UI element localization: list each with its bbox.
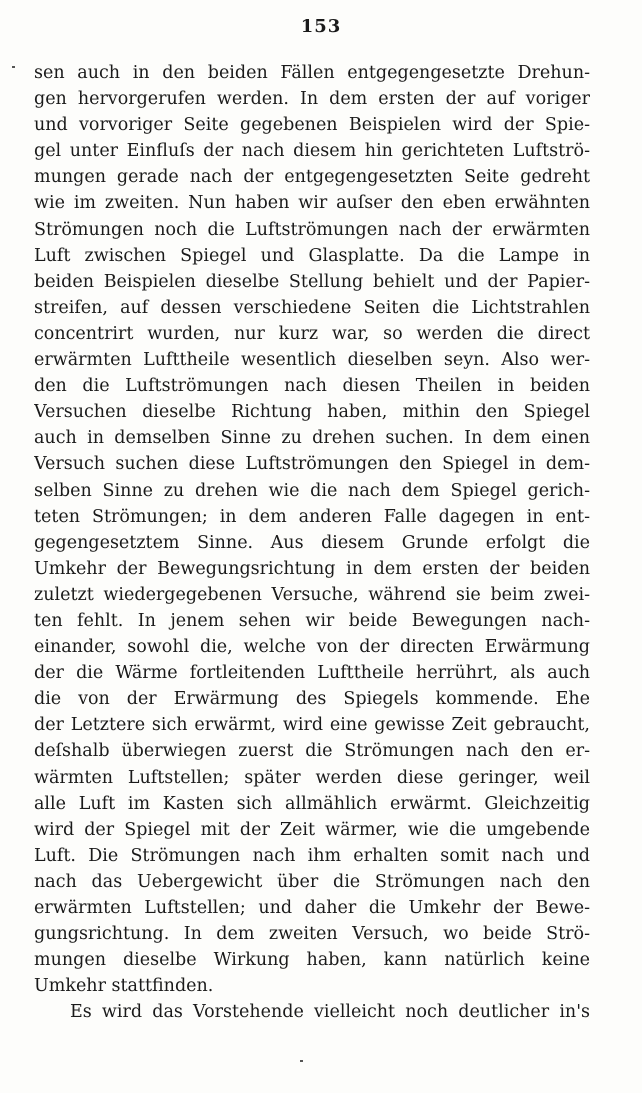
text-line: streifen, auf dessen verschiedene Seiten die Lichtstrahlen (34, 297, 590, 318)
text-line: nach das Uebergewicht über die Strömungen nach den (34, 871, 590, 892)
text-line: auch in demselben Sinne zu drehen suchen. In dem einen (34, 428, 590, 449)
text-line: den die Luftströmungen nach diesen Theilen in beiden (34, 376, 590, 397)
text-line: zuletzt wiedergegebenen Versuche, während sie beim zwei- (34, 584, 590, 605)
text-line: wärmten Luftstellen; später werden diese geringer, weil (34, 767, 590, 788)
text-line: der Letztere sich erwärmt, wird eine gewisse Zeit gebraucht, (34, 715, 590, 736)
text-line: deſshalb überwiegen zuerst die Strömungen nach den er- (34, 741, 590, 762)
text-line: mungen gerade nach der entgegengesetzten Seite gedreht (34, 167, 590, 188)
text-line: einander, sowohl die, welche von der directen Erwärmung (34, 637, 590, 658)
text-line: Luft zwischen Spiegel und Glasplatte. Da die Lampe in (34, 245, 590, 266)
text-line: teten Strömungen; in dem anderen Falle dagegen in ent- (34, 506, 590, 527)
paragraph-end-line: Umkehr stattfinden. (34, 976, 214, 997)
text-line: gen hervorgerufen werden. In dem ersten der auf voriger (34, 89, 590, 110)
paper-speck (300, 1060, 303, 1062)
text-line: der die Wärme fortleitenden Lufttheile herrührt, als auch (34, 663, 590, 684)
text-line: selben Sinne zu drehen wie die nach dem Spiegel gerich- (34, 480, 590, 501)
text-line: gel unter Einfluſs der nach diesem hin gerichteten Luftströ- (34, 141, 590, 162)
text-line: erwärmten Luftstellen; und daher die Umkehr der Bewe- (34, 898, 590, 918)
text-line: alle Luft im Kasten sich allmählich erwärmt. Gleichzeitig (34, 793, 590, 814)
body-text (34, 60, 590, 1025)
text-line: gegengesetztem Sinne. Aus diesem Grunde erfolgt die (34, 532, 590, 553)
text-line: sen auch in den beiden Fällen entgegengesetzte Drehun- (34, 63, 590, 83)
text-line: erwärmten Lufttheile wesentlich dieselben seyn. Also wer- (34, 350, 590, 371)
text-line: mungen dieselbe Wirkung haben, kann natürlich keine (34, 950, 590, 971)
text-line: gungsrichtung. In dem zweiten Versuch, wo beide Strö- (34, 924, 590, 945)
text-line: und vorvoriger Seite gegebenen Beispielen wird der Spie- (34, 115, 590, 136)
text-line: ten fehlt. In jenem sehen wir beide Bewegungen nach- (34, 610, 590, 631)
text-line: die von der Erwärmung des Spiegels kommende. Ehe (34, 689, 590, 710)
text-line: Strömungen noch die Luftströmungen nach der erwärmten (34, 219, 590, 240)
text-line: Versuchen dieselbe Richtung haben, mithin den Spiegel (34, 402, 590, 423)
text-line: concentrirt wurden, nur kurz war, so werden die direct (34, 323, 590, 344)
text-line: wie im zweiten. Nun haben wir auſser den eben erwähnten (34, 193, 590, 214)
text-line: Versuch suchen diese Luftströmungen den Spiegel in dem- (34, 454, 590, 475)
text-line: beiden Beispielen dieselbe Stellung behielt und der Papier- (34, 271, 590, 292)
text-line: Luft. Die Strömungen nach ihm erhalten somit nach und (34, 845, 590, 866)
paragraph-start-line: Es wird das Vorstehende vielleicht noch deutlicher in's (70, 1002, 590, 1023)
text-line: Umkehr der Bewegungsrichtung in dem ersten der beiden (34, 558, 590, 579)
paper-speck (12, 66, 15, 68)
page-number: 153 (300, 16, 342, 37)
text-line: wird der Spiegel mit der Zeit wärmer, wie die umgebende (34, 819, 590, 840)
